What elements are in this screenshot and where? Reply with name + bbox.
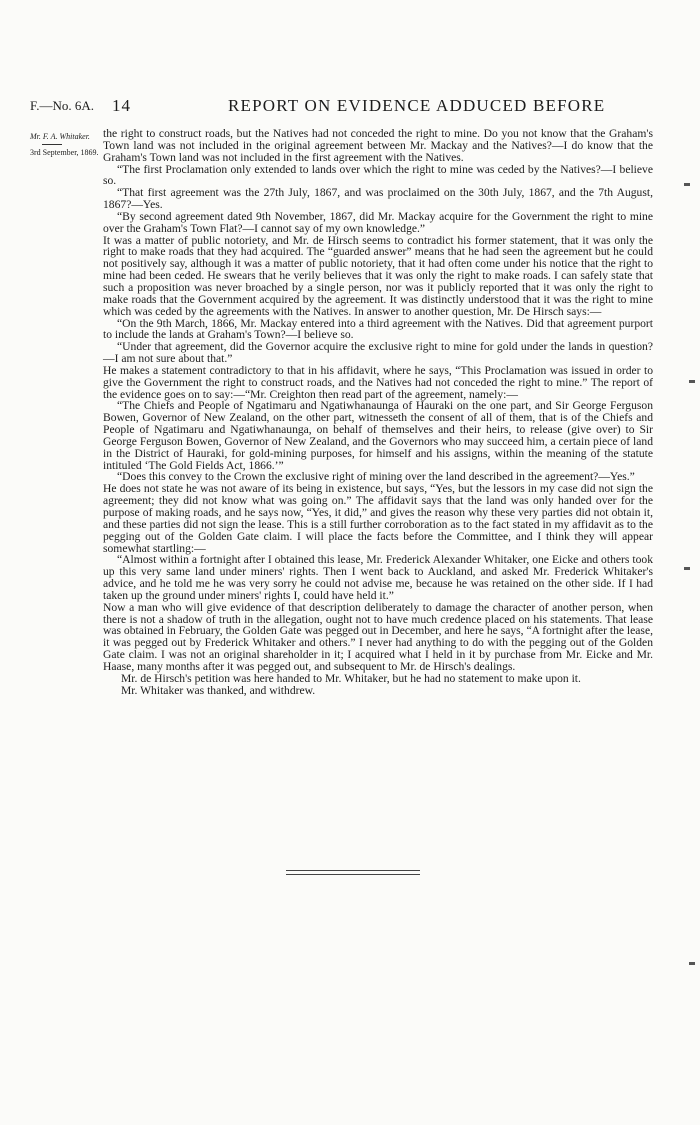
paragraph: Now a man who will give evidence of that description deliberately to damage the character of another person, when there is not a shadow of truth in the allegation, ought not to have much credence placed on his statements. That lease was obtained in February, the Golden Gate was pegged out in December, and here he says, “A fortnight after the lease, it was pegged out by Frederick Whitaker and others.” I never had anything to do with the pegging out of the Golden Gate claim. I was not an original shareholder in it; I acquired what I held in it by purchase from Mr. Eicke and Mr. Haase, many months after it was pegged out, and subsequent to Mr. de Hirsch's dealings. (103, 600, 653, 673)
scan-mark (689, 962, 695, 965)
body-text (103, 128, 653, 697)
section-divider (286, 874, 420, 875)
paragraph: “The first Proclamation only extended to lands over which the right to mine was ceded by the Natives?—I believe so. (103, 162, 653, 188)
paragraph: “Under that agreement, did the Governor acquire the exclusive right to mine for gold under the lands in question?—I am not sure about that.” (103, 340, 653, 366)
scan-mark (684, 183, 690, 186)
paragraph: He makes a statement contradictory to that in his affidavit, where he says, “This Proclamation was issued in order to give the Government the right to construct roads, and the Natives had not conceded the right to mine.” The report of the evidence goes on to say:—“Mr. Creighton then read part of the agreement, namely:— (103, 363, 653, 401)
document-reference: F.—No. 6A. (30, 98, 94, 113)
paragraph: Mr. Whitaker was thanked, and withdrew. (121, 683, 316, 697)
running-title: REPORT ON EVIDENCE ADDUCED BEFORE (228, 96, 606, 115)
paragraph: the right to construct roads, but the Natives had not conceded the right to mine. Do you not know that the Graham's Town land was not included in the original agreement between Mr. Mackay and the Natives?—I do know that the Graham's Town land was not included in the first agreement with the Natives. (103, 127, 653, 164)
paragraph: “The Chiefs and People of Ngatimaru and Ngatiwhanaunga of Hauraki on the one part, and Sir George Ferguson Bowen, Governor of New Zealand, on the other part, witnesseth the consent of all of them, that is of the Chiefs and People of Ngatimaru and Ngatiwhanaunga, on behalf of themselves and their heirs, to release (give over) to Sir George Ferguson Bowen, Governor of New Zealand, and the Governors who may succeed him, a certain piece of land in the District of Hauraki, for gold-mining purposes, for himself and his assigns, within the meaning of the statute intituled ‘The Gold Fields Act, 1866.’” (103, 399, 653, 472)
scan-mark (684, 567, 690, 570)
paragraph: “Almost within a fortnight after I obtained this lease, Mr. Frederick Alexander Whitaker, one Eicke and others took up this very same land under miners' rights. Then I went back to Auckland, and asked Mr. Frederick Whitaker's advice, and he told me he was very sorry he could not advise me, because he was retained on the other side. If I had taken up the ground under miners' rights I, could have held it.” (103, 553, 653, 602)
paragraph: Mr. de Hirsch's petition was here handed to Mr. Whitaker, but he had no statement to make upon it. (121, 671, 581, 685)
paragraph: “By second agreement dated 9th November, 1867, did Mr. Mackay acquire for the Government the right to mine over the Graham's Town Flat?—I cannot say of my own knowledge.” (103, 209, 653, 235)
paragraph: “On the 9th March, 1866, Mr. Mackay entered into a third agreement with the Natives. Did that agreement purport to include the lands at Graham's Town?—I believe so. (103, 316, 653, 342)
margin-rule (42, 144, 62, 145)
paragraph: It was a matter of public notoriety, and Mr. de Hirsch seems to contradict his former statement, that it was only the right to make roads that they had acquired. The “guarded answer” means that he had seen the agreement but he could not positively say, although it was a matter of public notoriety, that it had often come under his notice that the right to mine had been ceded. He swears that he verily believes that it was only the right to make roads. I can safely state that such a proposition was never broached by a single person, nor was it publicly reported that it was only the right to make roads that the Government acquired by the agreement. It was distinctly understood that it was the right to mine which was ceded by the agreements with the Natives. In answer to another question, Mr. De Hirsch says:— (103, 233, 653, 318)
paragraph: “Does this convey to the Crown the exclusive right of mining over the land described in the agreement?—Yes.” (117, 470, 635, 484)
paragraph: He does not state he was not aware of its being in existence, but says, “Yes, but the lessors in my case did not sign the agreement; they did not know what was going on.” The affidavit says that the land was only handed over for the purpose of making roads, and he says now, “Yes, it did,” and gives the reason why these very parties did not obtain it, and these parties did not sign the lease. This is a still further corroboration as to the fact stated in my affidavit as to the pegging out of the Golden Gate claim. I will place the facts before the Committee, and I think they will appear somewhat startling:— (103, 482, 653, 555)
section-divider (286, 870, 420, 871)
evidence-date: 3rd September, 1869. (30, 148, 99, 157)
page-number: 14 (112, 96, 131, 115)
paragraph: “That first agreement was the 27th July, 1867, and was proclaimed on the 30th July, 1867, and the 7th August, 1867?—Yes. (103, 186, 653, 212)
margin-note (30, 131, 100, 159)
page-header (30, 96, 660, 118)
scan-mark (689, 380, 695, 383)
witness-name: Mr. F. A. Whitaker. (30, 132, 90, 141)
